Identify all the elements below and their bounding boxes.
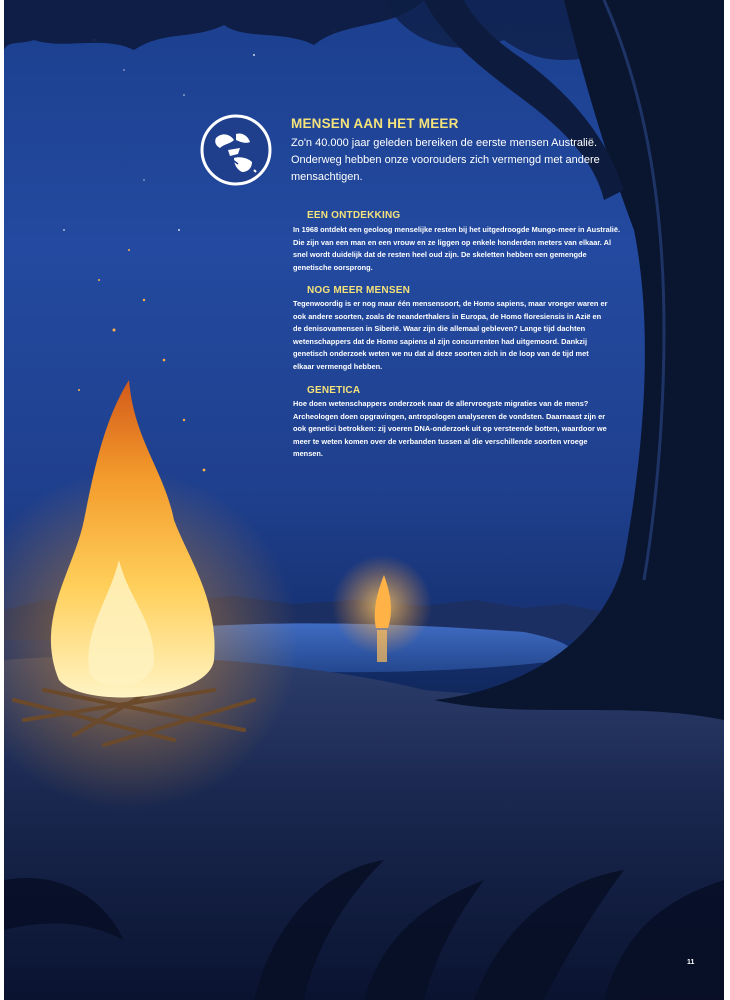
page-number: 11 (687, 959, 695, 966)
section-body-ontdekking: In 1968 ontdekt een geoloog menselijke resten bij het uitgedroogde Mungo-meer in Australië. Die zijn van een man en een vrouw en ze liggen op enkele honderden meters van elkaar. Al snel wordt duidelijk dat de resten heel oud zijn. De skeletten hebben een gemengde genetische oorsprong. (293, 225, 621, 272)
section-title-genetica: GENETICA (307, 385, 361, 396)
section-body-genetica: Hoe doen wetenschappers onderzoek naar de allervroegste migraties van de mens? Archeologen doen opgravingen, antropologen analyseren de vondsten. Daarnaast zijn er ook genetici betrokken: zij voeren DNA-onderzoek uit op versteende botten, waardoor we meer te weten komen over de verbanden tussen al die verschillende soorten vroege mensen. (293, 399, 607, 459)
section-body-meer-mensen: Tegenwoordig is er nog maar één mensensoort, de Homo sapiens, maar vroeger waren er ook andere soorten, zoals de neanderthalers in Europa, de Homo floresiensis in Azië en de denisovamensen in Siberië. Waar zijn die allemaal gebleven? Lange tijd dachten wetenschappers dat de Homo sapiens al zijn concurrenten had uitgemoord. Dankzij genetisch onderzoek weten we nu dat al deze soorten zich in de loop van de tijd met elkaar vermengd hebben. (293, 299, 608, 371)
section-title-meer-mensen: NOG MEER MENSEN (307, 285, 411, 296)
section-title-ontdekking: EEN ONTDEKKING (307, 210, 401, 221)
globe-oceania-icon (200, 114, 272, 186)
page-title: MENSEN AAN HET MEER (291, 116, 459, 131)
book-page (4, 0, 724, 1000)
leaf-canopy (4, 0, 624, 60)
intro-text: Zo'n 40.000 jaar geleden bereiken de eerste mensen Australië. Onderweg hebben onze voorouders zich vermengd met andere mensachtigen. (291, 137, 600, 183)
